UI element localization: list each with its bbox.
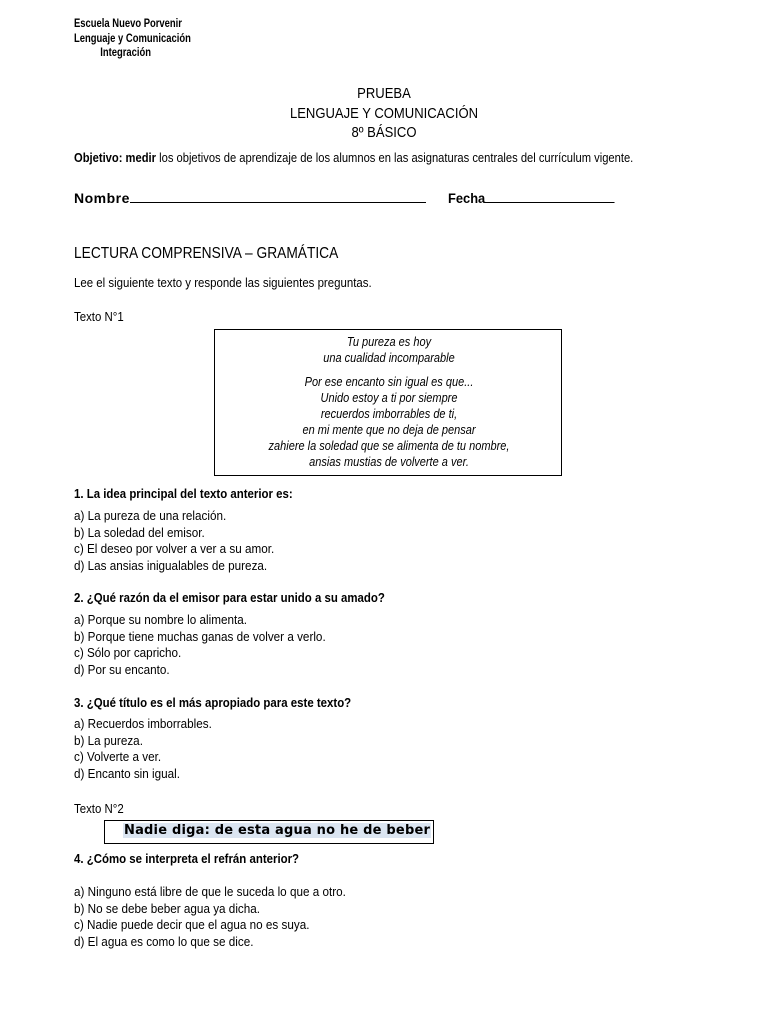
question-1: 1. La idea principal del texto anterior es: [74,486,293,501]
exam-title [38,85,729,144]
title-line-1: PRUEBA [357,86,411,102]
option-d[interactable]: d) Las ansias inigualables de pureza. [74,558,268,574]
question-4: 4. ¿Cómo se interpreta el refrán anterior? [74,851,300,866]
school-header [74,17,191,61]
objective-text: los objetivos de aprendizaje de los alumnos en las asignaturas centrales del currículum vigente. [156,150,634,165]
option-d[interactable]: d) Encanto sin igual. [74,766,181,782]
option-b[interactable]: b) No se debe beber agua ya dicha. [74,900,261,916]
option-b[interactable]: b) Porque tiene muchas ganas de volver a verlo. [74,628,326,644]
name-label: Nombre [74,190,130,206]
school-name: Escuela Nuevo Porvenir [74,18,182,30]
question-1-options [74,508,274,575]
poem-line: Por ese encanto sin igual es que... [304,375,474,389]
option-a[interactable]: a) La pureza de una relación. [74,508,227,523]
option-c[interactable]: c) Nadie puede decir que el agua no es suya. [74,917,310,933]
option-c[interactable]: c) El deseo por volver a ver a su amor. [74,541,275,557]
option-a[interactable]: a) Porque su nombre lo alimenta. [74,612,247,627]
refran-text: Nadie diga: de esta agua no he de beber [124,823,431,838]
option-a[interactable]: a) Recuerdos imborrables. [74,716,212,731]
option-c[interactable]: c) Sólo por capricho. [74,645,182,661]
poem-line: recuerdos imborrables de ti, [320,407,458,421]
subject-name: Lenguaje y Comunicación [74,32,191,45]
question-3: 3. ¿Qué título es el más apropiado para este texto? [74,695,352,710]
poem-line: Tu pureza es hoy [346,335,432,349]
date-field[interactable] [448,188,615,206]
poem-line: una cualidad incomparable [323,351,455,365]
question-2: 2. ¿Qué razón da el emisor para estar unido a su amado? [74,590,385,605]
option-a[interactable]: a) Ninguno está libre de que le suceda lo que a otro. [74,884,346,899]
question-3-options [74,716,212,783]
option-d[interactable]: d) Por su encanto. [74,662,170,678]
poem [236,334,542,470]
refran-box [104,820,434,844]
poem-line: Unido estoy a ti por siempre [320,391,458,405]
objective [74,150,633,165]
texto1-label: Texto N°1 [74,309,124,324]
department-name: Integración [100,47,152,59]
question-2-options [74,612,326,679]
option-c[interactable]: c) Volverte a ver. [74,749,162,765]
title-line-2: LENGUAJE Y COMUNICACIÓN [289,105,479,122]
option-b[interactable]: b) La pureza. [74,732,143,748]
title-line-3: 8º BÁSICO [351,125,417,141]
question-4-options [74,884,346,951]
name-field[interactable] [74,188,426,206]
poem-line: en mi mente que no deja de pensar [302,423,476,437]
objective-label: Objetivo: medir [74,150,157,165]
date-label: Fecha [448,190,486,206]
section-title: LECTURA COMPRENSIVA – GRAMÁTICA [74,245,339,262]
option-d[interactable]: d) El agua es como lo que se dice. [74,934,254,950]
poem-line: ansias mustias de volverte a ver. [309,455,469,469]
poem-line: zahiere la soledad que se alimenta de tu nombre, [268,439,510,453]
name-blank-line[interactable] [130,188,426,203]
date-blank-line[interactable] [485,188,615,203]
instruction-text: Lee el siguiente texto y responde las siguientes preguntas. [74,275,372,290]
poem-box [214,329,562,476]
option-b[interactable]: b) La soledad del emisor. [74,524,205,540]
texto2-label: Texto N°2 [74,801,124,816]
